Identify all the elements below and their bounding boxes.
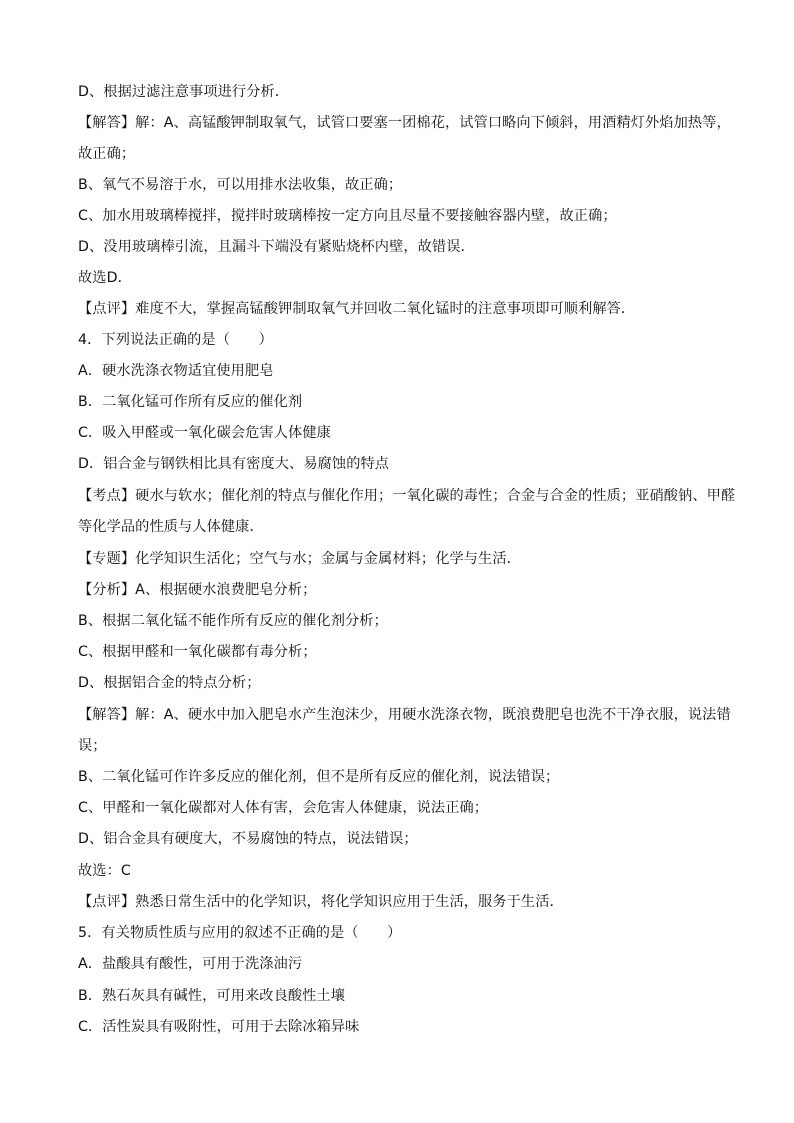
text-line: 故选D．	[78, 270, 132, 286]
option-d: D．铝合金与钢铁相比具有密度大、易腐蚀的特点	[78, 456, 390, 472]
text-line: B、氧气不易溶于水，可以用排水法收集，故正确；	[78, 177, 403, 193]
option-b: B．二氧化锰可作所有反应的催化剂	[78, 394, 303, 410]
text-line: C、加水用玻璃棒搅拌，搅拌时玻璃棒按一定方向且尽量不要接触容器内壁，故正确；	[78, 208, 617, 224]
text-line: 【点评】难度不大，掌握高锰酸钾制取氧气并回收二氧化锰时的注意事项即可顺利解答．	[78, 301, 636, 317]
text-line: D、根据过滤注意事项进行分析．	[78, 84, 290, 100]
text-line: 故正确；	[78, 146, 136, 162]
text-line: D、铝合金具有硬度大，不易腐蚀的特点，说法错误；	[78, 831, 418, 847]
text-line: 【考点】硬水与软水；催化剂的特点与催化作用；一氧化碳的毒性；合金与合金的性质；亚硝酸钠、甲醛	[78, 488, 736, 504]
option-c: C．活性炭具有吸附性，可用于去除冰箱异味	[78, 1019, 360, 1035]
text-line: C、根据甲醛和一氧化碳都有毒分析；	[78, 644, 317, 660]
text-line: 【专题】化学知识生活化；空气与水；金属与金属材料；化学与生活．	[78, 551, 521, 567]
option-a: A．盐酸具有酸性，可用于洗涤油污	[78, 956, 303, 972]
text-line: C、甲醛和一氧化碳都对人体有害，会危害人体健康，说法正确；	[78, 800, 489, 816]
option-a: A．硬水洗涤衣物适宜使用肥皂	[78, 363, 274, 379]
text-line: 故选：C	[78, 863, 131, 879]
text-line: D、没用玻璃棒引流，且漏斗下端没有紧贴烧杯内壁，故错误．	[78, 239, 475, 255]
text-line: B、二氧化锰可作许多反应的催化剂，但不是所有反应的催化剂，说法错误；	[78, 769, 560, 785]
text-line: 【分析】A、根据硬水浪费肥皂分析；	[78, 582, 317, 598]
text-line: 【解答】解：A、硬水中加入肥皂水产生泡沫少，用硬水洗涤衣物，既浪费肥皂也洗不干净衣服，说法错	[78, 707, 731, 723]
text-line: D、根据铝合金的特点分析；	[78, 675, 261, 691]
text-line: 【点评】熟悉日常生活中的化学知识，将化学知识应用于生活，服务于生活．	[78, 894, 564, 910]
text-line: 误；	[78, 738, 107, 754]
text-line: 【解答】解：A、高锰酸钾制取氧气，试管口要塞一团棉花，试管口略向下倾斜，用酒精灯外焰加热等，	[78, 115, 731, 131]
question-title: 5．有关物质性质与应用的叙述不正确的是（ ）	[78, 925, 402, 941]
option-c: C．吸入甲醛或一氧化碳会危害人体健康	[78, 425, 331, 441]
text-line: 等化学品的性质与人体健康．	[78, 519, 264, 535]
option-b: B．熟石灰具有碱性，可用来改良酸性土壤	[78, 988, 346, 1004]
text-line: B、根据二氧化锰不能作所有反应的催化剂分析；	[78, 613, 388, 629]
question-title: 4．下列说法正确的是（ ）	[78, 332, 273, 348]
